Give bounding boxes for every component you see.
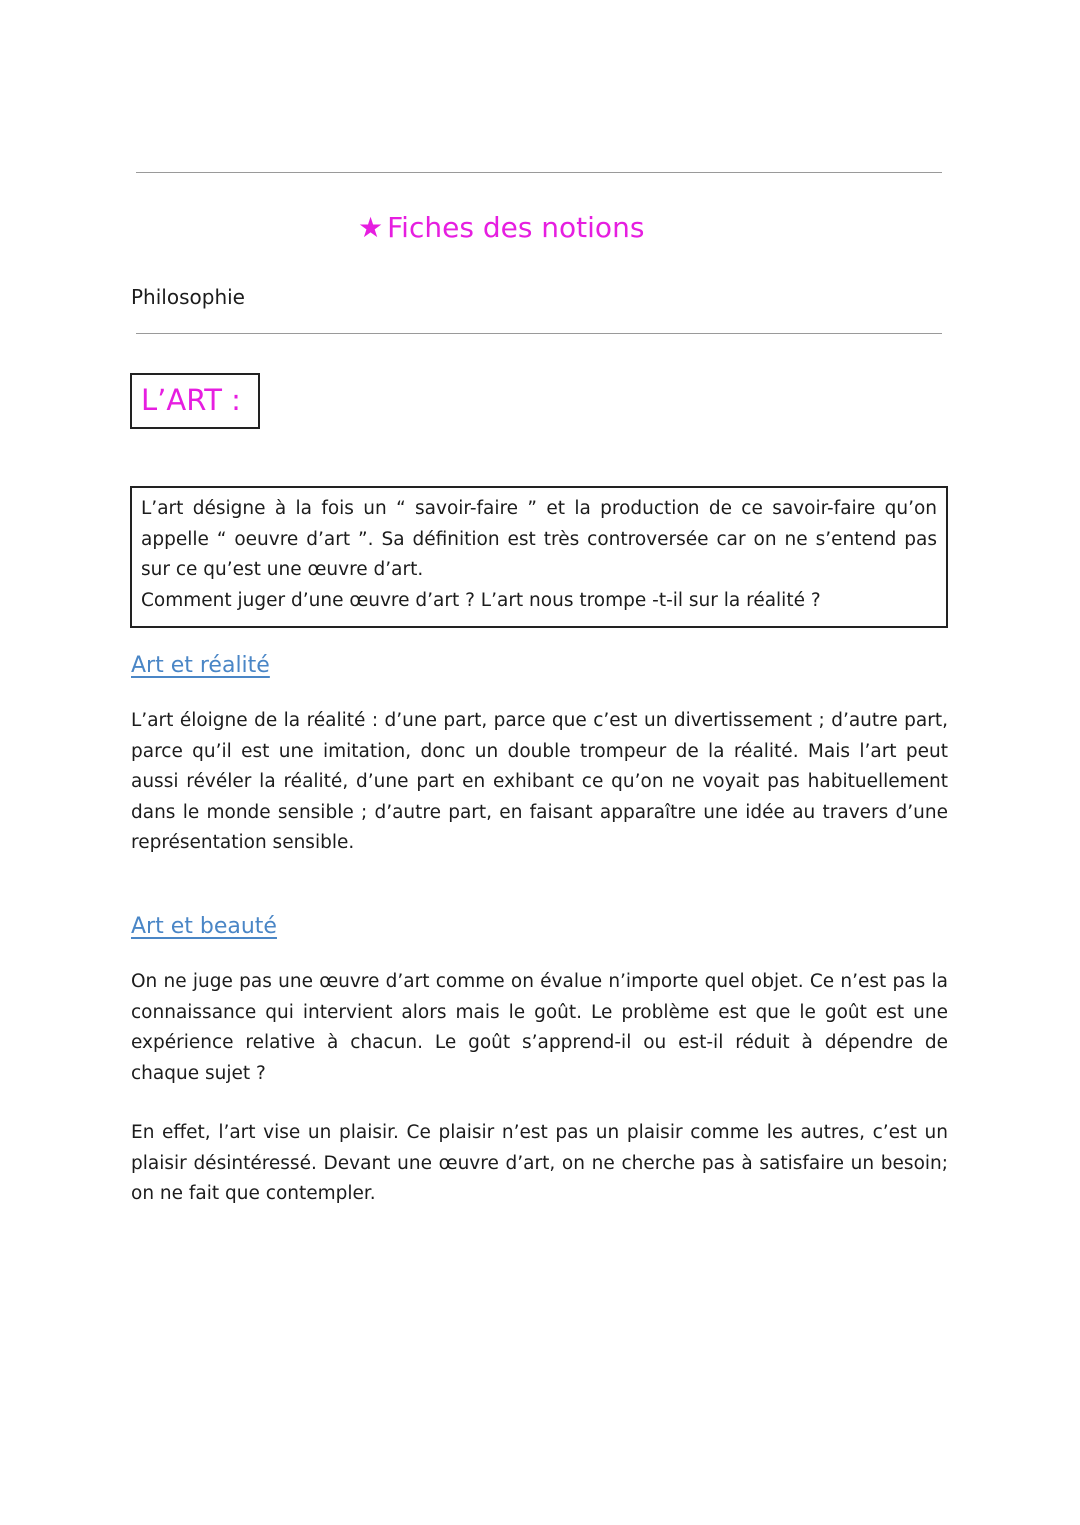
guiding-question: Comment juger d’une œuvre d’art ? L’art nous trompe -t-il sur la réalité ? [141, 589, 821, 611]
document-title [358, 211, 644, 244]
subject-label: Philosophie [131, 285, 245, 309]
notion-title-box [130, 373, 260, 429]
section-heading-art-et-beaute[interactable]: Art et beauté [131, 914, 277, 939]
section-paragraph: On ne juge pas une œuvre d’art comme on évalue n’importe quel objet. Ce n’est pas la connaissance qui intervient alors mais le goût. Le problème est que le goût est une expérience relative à chacun. Le goût s’apprend-il ou est-il réduit à dépendre de chaque sujet ? [131, 971, 948, 1084]
definition-box [130, 486, 948, 628]
document-title-text: Fiches des notions [387, 211, 645, 244]
star-icon: ★ [358, 211, 384, 244]
top-divider [136, 172, 942, 173]
header-divider [136, 333, 942, 334]
section-paragraph: En effet, l’art vise un plaisir. Ce plaisir n’est pas un plaisir comme les autres, c’est un plaisir désintéressé. Devant une œuvre d’art, on ne cherche pas à satisfaire un besoin; on ne fait que contempler. [131, 1122, 948, 1204]
section-heading-art-et-realite[interactable]: Art et réalité [131, 653, 270, 678]
section-paragraph: L’art éloigne de la réalité : d’une part, parce que c’est un divertissement ; d’autre part, parce qu’il est une imitation, donc un double trompeur de la réalité. Mais l’art peut aussi révéler la réalité, d’une part en exhibant ce qu’on ne voyait pas habituellement dans le monde sensible ; d’autre part, en faisant apparaître une idée au travers d’une représentation sensible. [131, 710, 948, 853]
notion-title: L’ART : [141, 383, 241, 417]
definition-text: L’art désigne à la fois un “ savoir-faire ” et la production de ce savoir-faire qu’on appelle “ oeuvre d’art ”. Sa définition est très controversée car on ne s’entend pas sur ce qu’est une œuvre d’art. [141, 498, 937, 580]
